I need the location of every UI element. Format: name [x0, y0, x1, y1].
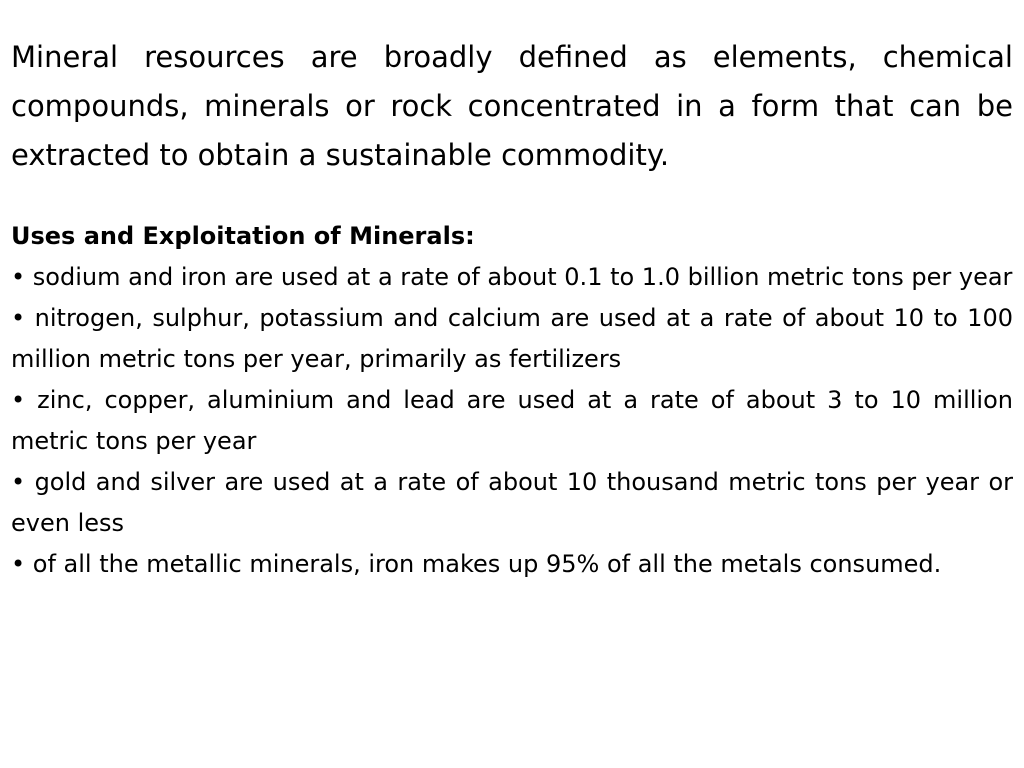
- intro-paragraph: Mineral resources are broadly defined as elements, chemical compounds, minerals or rock concentrated in a form that can be extracted to obtain a sustainable commodity.: [11, 40, 1013, 172]
- slide-content: [11, 33, 1013, 585]
- bullet-item-precious-metals: • gold and silver are used at a rate of about 10 thousand metric tons per year or even less: [11, 468, 1013, 537]
- bullet-item-fertilizer-elements: • nitrogen, sulphur, potassium and calcium are used at a rate of about 10 to 100 million metric tons per year, primarily as fertilizers: [11, 304, 1013, 373]
- bullet-item-base-metals: • zinc, copper, aluminium and lead are used at a rate of about 3 to 10 million metric tons per year: [11, 386, 1013, 455]
- bullet-list: [11, 257, 1013, 585]
- bullet-item-iron-share: • of all the metallic minerals, iron makes up 95% of all the metals consumed.: [11, 550, 942, 578]
- section-heading: Uses and Exploitation of Minerals:: [11, 222, 475, 250]
- bullet-item-sodium-iron: • sodium and iron are used at a rate of about 0.1 to 1.0 billion metric tons per year: [11, 263, 1013, 291]
